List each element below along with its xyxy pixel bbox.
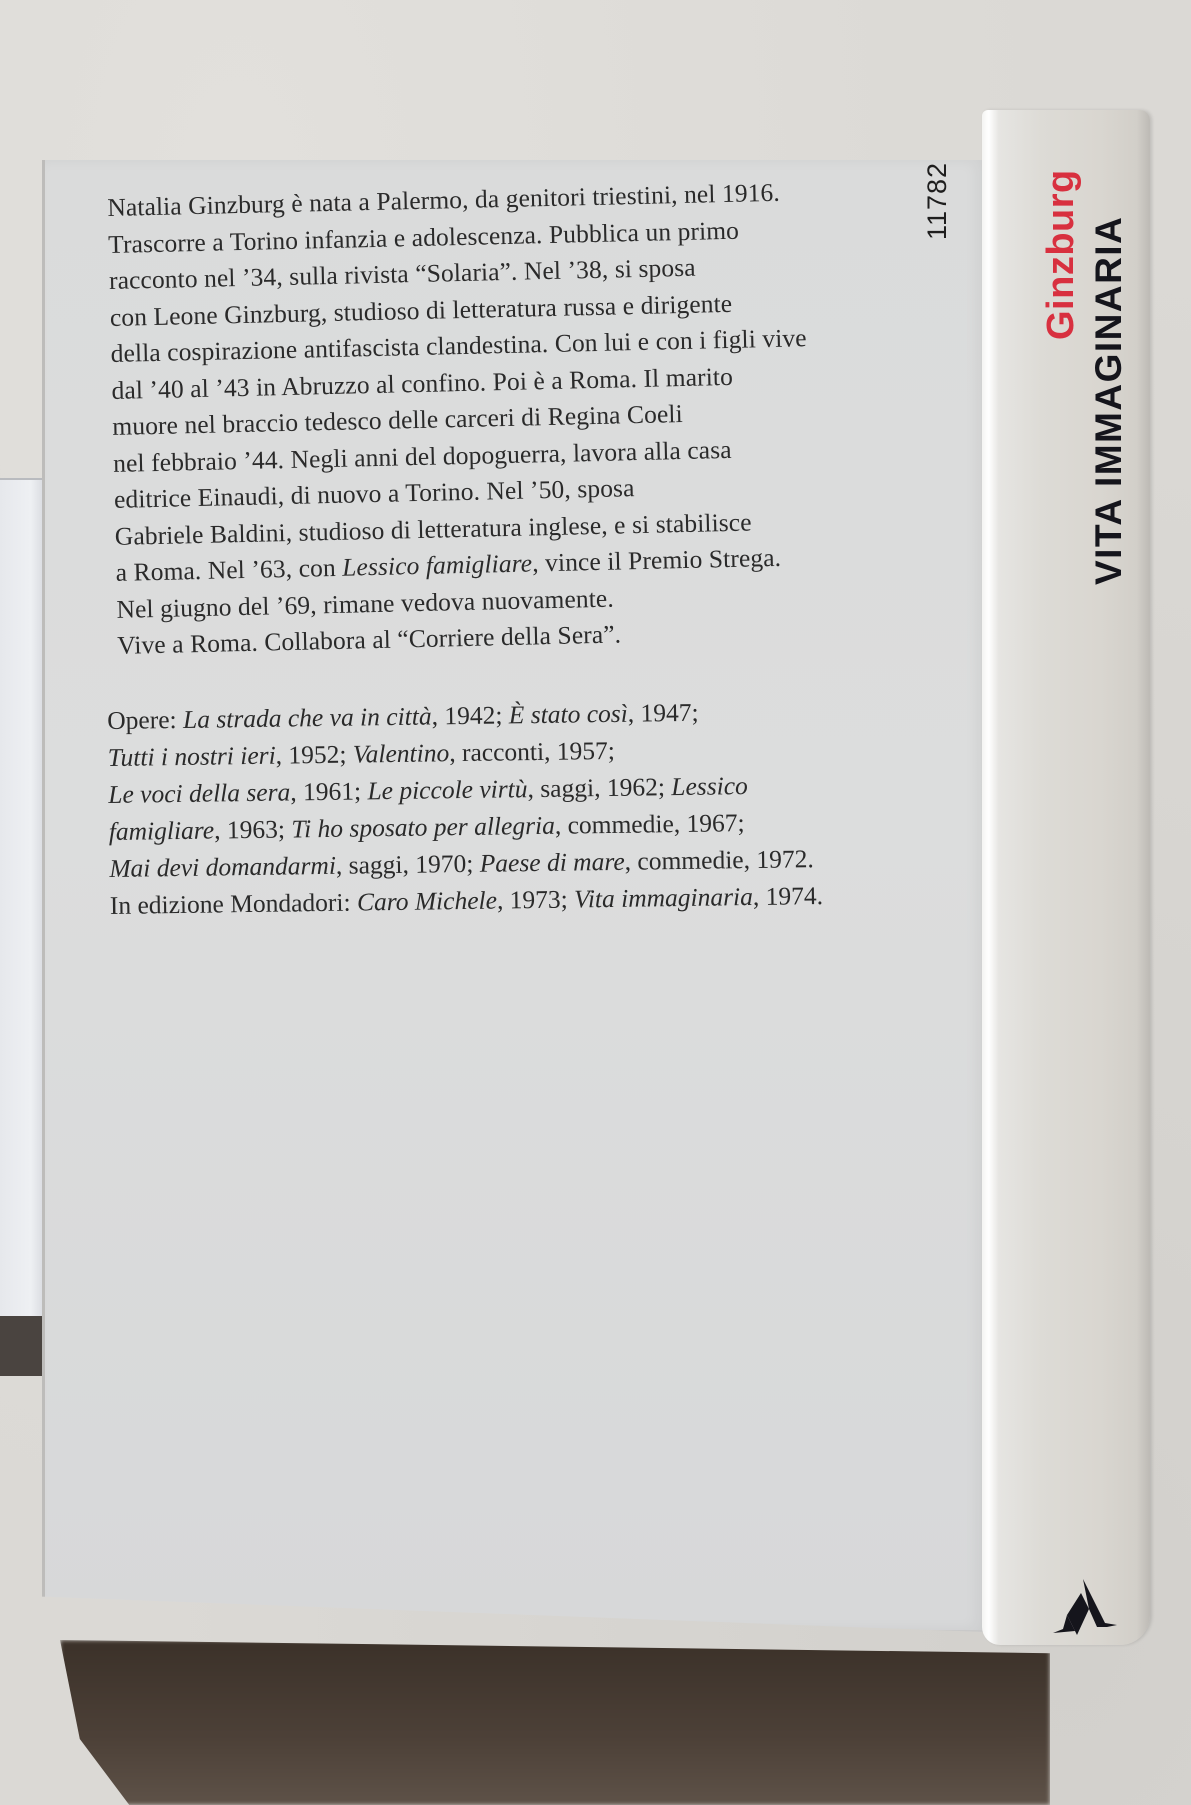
bio-line: racconto nel ’34, sulla rivista “Solaria”. Nel ’38, si sposa [108, 252, 696, 295]
work-title: Caro Michele [356, 885, 498, 917]
work-detail: In edizione Mondadori: [109, 887, 358, 920]
bio-line: Nel giugno del ’69, rimane vedova nuovamente. [116, 583, 615, 624]
work-detail: , racconti, 1957; [449, 735, 616, 768]
work-detail: , commedie, 1972. [624, 844, 814, 876]
works-list [107, 691, 930, 924]
mondadori-logo-icon [1045, 1575, 1125, 1645]
work-detail: , saggi, 1970; [335, 848, 480, 880]
work-title: Le voci della sera [108, 777, 291, 809]
bio-line: Trascorre a Torino infanzia e adolescenza. Pubblica un primo [107, 215, 740, 259]
work-title: Paese di mare [479, 846, 625, 878]
author-biography [107, 172, 918, 665]
work-detail: , 1947; [627, 697, 699, 728]
work-title: famigliare [108, 815, 215, 846]
spine-author: Ginzburg [1040, 169, 1082, 340]
work-title: Vita immaginaria [573, 882, 754, 914]
work-detail: , 1961; [290, 776, 368, 807]
work-title: Ti ho sposato per allegria [291, 810, 556, 844]
work-detail: , 1963; [213, 814, 292, 845]
work-title: Mai devi domandarmi [109, 850, 337, 883]
bio-line: dal ’40 al ’43 in Abruzzo al confino. Poi è a Roma. Il marito [111, 361, 734, 405]
work-title: Lessico [671, 771, 748, 802]
bio-text: a Roma. Nel ’63, con [115, 552, 343, 587]
bio-line: muore nel braccio tedesco delle carceri di Regina Coeli [112, 398, 684, 441]
bio-line: editrice Einaudi, di nuovo a Torino. Nel ’50, sposa [113, 473, 635, 514]
bio-line: della cospirazione antifascista clandestina. Con lui e con i figli vive [110, 323, 807, 368]
bio-line: nel febbraio ’44. Negli anni del dopoguerra, lavora alla casa [112, 434, 732, 478]
work-title: Le piccole virtù [367, 774, 528, 806]
work-detail: , saggi, 1962; [527, 772, 672, 804]
book-shadow [60, 1640, 1050, 1805]
adjacent-book-shadow [0, 1316, 44, 1376]
bio-text: , vince il Premio Strega. [531, 542, 782, 578]
work-detail: , 1973; [496, 884, 575, 915]
bio-line: Gabriele Baldini, studioso di letteratura inglese, e si stabilisce [114, 506, 752, 551]
book-title-italic: Lessico famigliare [341, 548, 533, 582]
bio-line: Natalia Ginzburg è nata a Palermo, da genitori triestini, nel 1916. [107, 177, 781, 222]
work-detail: Opere: [107, 704, 184, 735]
bio-line: Vive a Roma. Collabora al “Corriere della Sera”. [117, 619, 622, 660]
work-detail: , 1942; [431, 700, 510, 731]
work-detail: , 1952; [275, 739, 354, 770]
work-title: La strada che va in città [182, 701, 432, 734]
work-title: Valentino [352, 738, 450, 769]
work-detail: , commedie, 1967; [554, 808, 745, 840]
work-detail: , 1974. [752, 881, 824, 911]
bio-line: con Leone Ginzburg, studioso di letteratura russa e dirigente [109, 288, 733, 332]
work-title: Tutti i nostri ieri [107, 740, 276, 772]
catalog-number: 11782 [922, 161, 952, 240]
work-title: È stato così [508, 698, 629, 730]
spine-title: VITA IMMAGINARIA [1088, 215, 1129, 585]
adjacent-book-edge [0, 478, 44, 1320]
